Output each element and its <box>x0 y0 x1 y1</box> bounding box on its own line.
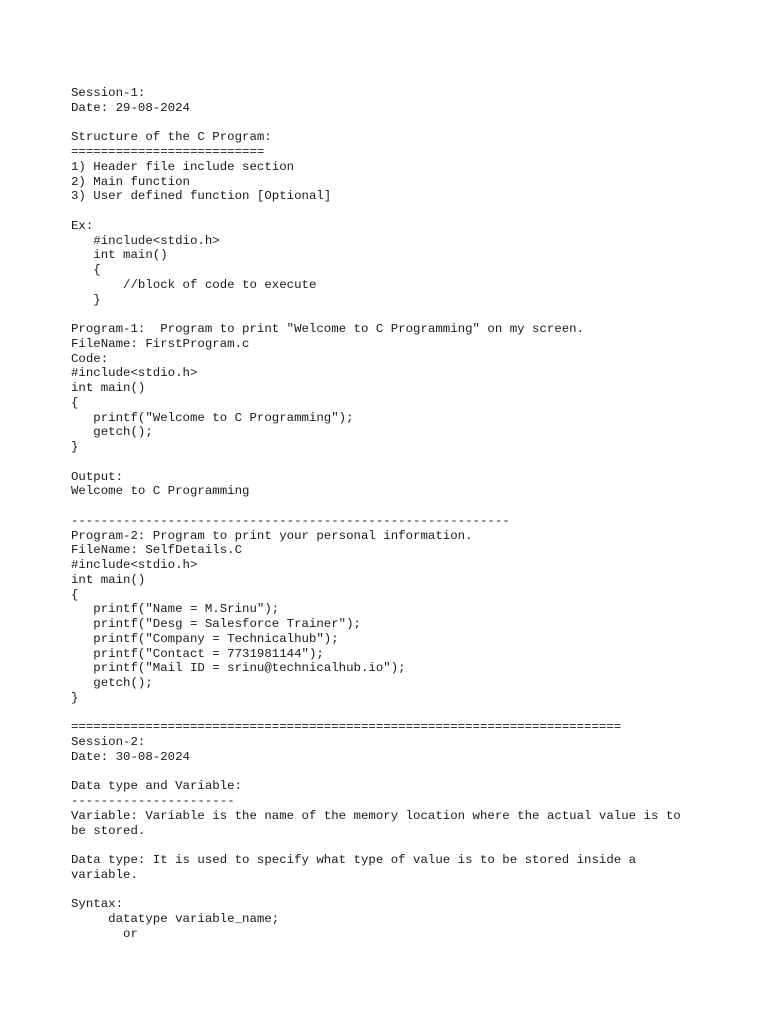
blank-line <box>71 116 751 131</box>
file-name: FileName: SelfDetails.C <box>71 543 243 558</box>
session-heading: Session-1: <box>71 86 146 100</box>
example-label: Ex: <box>71 218 94 233</box>
code-line: } <box>71 440 79 454</box>
code-line: //block of code to execute <box>71 277 317 292</box>
session-date: Date: 29-08-2024 <box>71 100 190 115</box>
heading-underline: ========================== <box>71 145 265 159</box>
list-item: 2) Main function <box>71 174 190 189</box>
code-line: { <box>71 587 79 602</box>
program-heading: Program-2: Program to print your personal information. <box>71 528 473 543</box>
code-line: printf("Contact = 7731981144"); <box>71 646 324 661</box>
code-label: Code: <box>71 351 109 366</box>
code-line: } <box>71 292 101 307</box>
blank-line <box>71 455 751 470</box>
blank-line <box>71 204 751 219</box>
code-line: } <box>71 690 79 705</box>
output-text: Welcome to C Programming <box>71 484 250 499</box>
code-line: getch(); <box>71 676 153 690</box>
code-line: #include<stdio.h> <box>71 233 220 248</box>
section-heading: Structure of the C Program: <box>71 130 272 145</box>
blank-line <box>71 883 751 898</box>
blank-line <box>71 307 751 322</box>
dash-divider: ----------------------------------------------------------- <box>71 513 510 528</box>
syntax-line: or <box>71 926 138 941</box>
program-heading: Program-1: Program to print "Welcome to C Programming" on my screen. <box>71 322 585 336</box>
code-line: #include<stdio.h> <box>71 366 198 381</box>
list-item: 1) Header file include section <box>71 159 295 174</box>
heading-underline: ---------------------- <box>71 794 235 808</box>
code-line: int main() <box>71 381 146 395</box>
code-line: printf("Welcome to C Programming"); <box>71 410 354 425</box>
code-line: getch(); <box>71 425 153 440</box>
code-line: printf("Mail ID = srinu@technicalhub.io"); <box>71 661 406 676</box>
session-divider: ========================================================================== <box>71 720 622 735</box>
syntax-line: datatype variable_name; <box>71 912 280 926</box>
code-line: printf("Name = M.Srinu"); <box>71 602 280 617</box>
session-date: Date: 30-08-2024 <box>71 749 190 764</box>
session-heading: Session-2: <box>71 735 146 749</box>
list-item: 3) User defined function [Optional] <box>71 189 332 204</box>
code-line: { <box>71 263 101 277</box>
blank-line <box>71 838 751 853</box>
blank-line <box>71 765 751 780</box>
code-line: printf("Company = Technicalhub"); <box>71 631 339 646</box>
code-line: int main() <box>71 572 146 587</box>
definition-paragraph: Variable: Variable is the name of the memory location where the actual value is to be stored. <box>71 808 689 838</box>
section-heading: Data type and Variable: <box>71 779 243 794</box>
file-name: FileName: FirstProgram.c <box>71 336 250 351</box>
document-page <box>71 86 751 942</box>
blank-line <box>71 499 751 514</box>
definition-paragraph: Data type: It is used to specify what type of value is to be stored inside a variable. <box>71 853 644 882</box>
blank-line <box>71 706 751 721</box>
code-line: { <box>71 395 79 410</box>
code-line: printf("Desg = Salesforce Trainer"); <box>71 617 361 631</box>
output-label: Output: <box>71 469 124 484</box>
syntax-label: Syntax: <box>71 897 124 912</box>
code-line: int main() <box>71 248 168 263</box>
code-line: #include<stdio.h> <box>71 558 198 572</box>
